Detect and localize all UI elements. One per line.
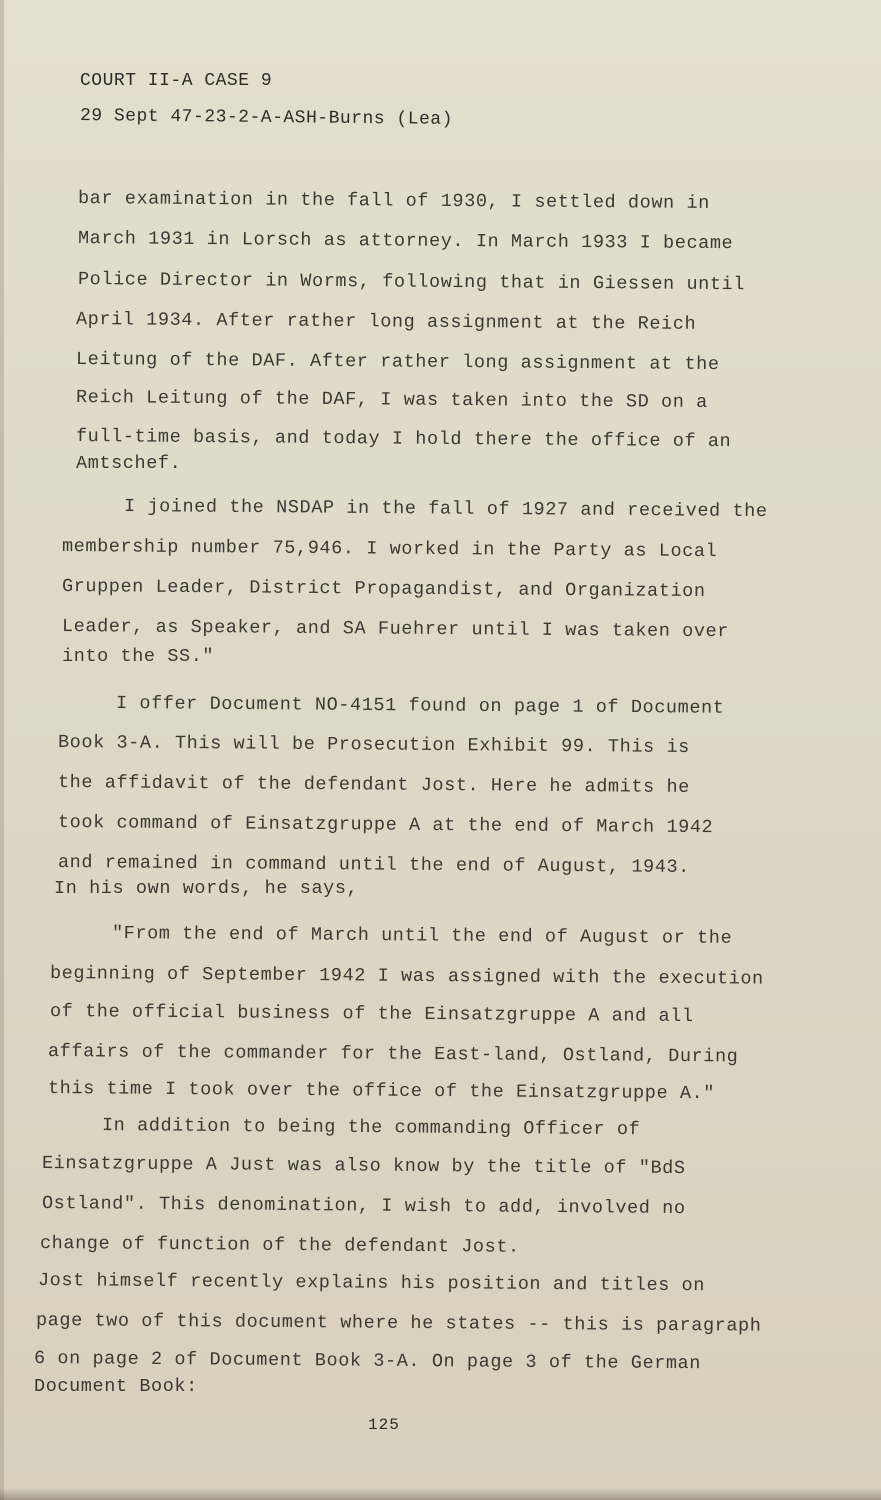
transcript-line: Gruppen Leader, District Propagandist, and Organization <box>61 576 706 603</box>
transcript-line: "From the end of March until the end of August or the <box>111 923 733 949</box>
transcript-line: I joined the NSDAP in the fall of 1927 and received the <box>123 496 768 523</box>
transcript-line: full-time basis, and today I hold there the office of an <box>75 426 732 453</box>
transcript-line: and remained in command until the end of August, 1943. <box>57 852 690 878</box>
transcript-line: Jost himself recently explains his position and titles on <box>37 1270 706 1297</box>
transcript-line: Leader, as Speaker, and SA Fuehrer until I was taken over <box>61 616 730 643</box>
page-edge-shadow <box>0 0 4 1500</box>
transcript-line: beginning of September 1942 I was assigned with the execution <box>49 963 764 990</box>
transcript-line: Book 3-A. This will be Prosecution Exhibit 99. This is <box>57 732 690 758</box>
transcript-line: Police Director in Worms, following that in Giessen until <box>77 269 746 296</box>
transcript-line: Document Book: <box>34 1376 198 1397</box>
session-line: 29 Sept 47-23-2-A-ASH-Burns (Lea) <box>79 106 454 130</box>
transcript-line: In addition to being the commanding Officer of <box>101 1115 641 1141</box>
transcript-line: into the SS." <box>62 646 215 667</box>
transcript-line: this time I took over the office of the Einsatzgruppe A." <box>47 1078 716 1105</box>
page-bottom-shadow <box>0 1488 881 1500</box>
transcript-line: took command of Einsatzgruppe A at the end of March 1942 <box>57 812 714 839</box>
document-header <box>80 72 453 142</box>
page-number: 125 <box>368 1416 400 1434</box>
transcript-line: affairs of the commander for the East-land, Ostland, During <box>47 1041 739 1068</box>
transcript-line: April 1934. After rather long assignment at the Reich <box>75 309 697 335</box>
transcript-line: Einsatzgruppe A Just was also know by the title of "BdS <box>41 1153 686 1180</box>
transcript-line: of the official business of the Einsatzgruppe A and all <box>49 1001 694 1028</box>
transcript-line: 6 on page 2 of Document Book 3-A. On page 3 of the German <box>33 1348 702 1375</box>
court-case-line: COURT II-A CASE 9 <box>80 71 273 91</box>
transcript-line: membership number 75,946. I worked in the Party as Local <box>61 536 718 563</box>
transcript-line: Reich Leitung of the DAF, I was taken into the SD on a <box>75 387 708 413</box>
transcript-line: In his own words, he says, <box>54 878 359 899</box>
transcript-line: March 1931 in Lorsch as attorney. In March 1933 I became <box>77 228 734 255</box>
transcript-line: bar examination in the fall of 1930, I settled down in <box>77 188 710 214</box>
transcript-line: change of function of the defendant Jost. <box>39 1233 520 1258</box>
transcript-line: the affidavit of the defendant Jost. Here he admits he <box>57 772 690 798</box>
transcript-line: page two of this document where he states -- this is paragraph <box>35 1310 762 1337</box>
transcript-line: Amtschef. <box>76 453 182 474</box>
transcript-line: Ostland". This denomination, I wish to add, involved no <box>41 1193 686 1220</box>
transcript-line: Leitung of the DAF. After rather long assignment at the <box>75 349 720 376</box>
transcript-line: I offer Document NO-4151 found on page 1 of Document <box>115 693 725 719</box>
